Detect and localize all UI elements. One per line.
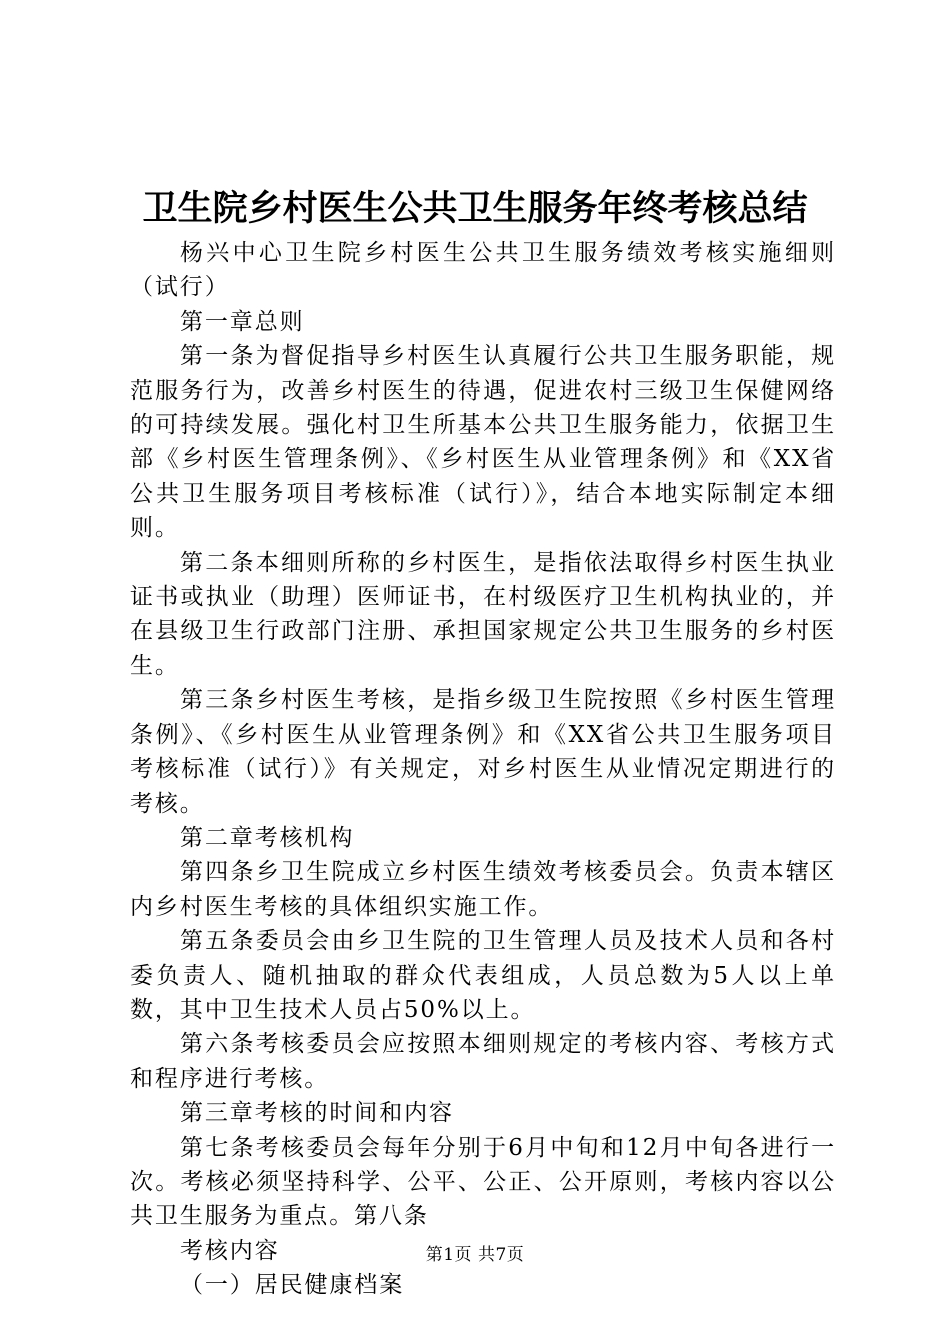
document-body xyxy=(130,236,836,1303)
paragraph-article-6: 第六条考核委员会应按照本细则规定的考核内容、考核方式和程序进行考核。 xyxy=(130,1031,836,1092)
paragraph-article-2: 第二条本细则所称的乡村医生，是指依法取得乡村医生执业证书或执业（助理）医师证书，在村级医疗卫生机构执业的，并在县级卫生行政部门注册、承担国家规定公共卫生服务的乡村医生。 xyxy=(130,549,836,679)
paragraph-article-7: 第七条考核委员会每年分别于6月中旬和12月中旬各进行一次。考核必须坚持科学、公平、公正、公开原则，考核内容以公共卫生服务为重点。第八条 xyxy=(130,1134,836,1230)
document-title: 卫生院乡村医生公共卫生服务年终考核总结 xyxy=(142,188,808,229)
paragraph-article-4: 第四条乡卫生院成立乡村医生绩效考核委员会。负责本辖区内乡村医生考核的具体组织实施工作。 xyxy=(130,859,836,920)
paragraph-chapter-3: 第三章考核的时间和内容 xyxy=(180,1100,454,1127)
paragraph-assessment-content: 考核内容 xyxy=(180,1237,280,1264)
paragraph-subtitle: 杨兴中心卫生院乡村医生公共卫生服务绩效考核实施细则（试行） xyxy=(130,240,836,301)
paragraph-article-3: 第三条乡村医生考核，是指乡级卫生院按照《乡村医生管理条例》、《乡村医生从业管理条例》和《XX省公共卫生服务项目考核标准（试行）》有关规定，对乡村医生从业情况定期进行的考核。 xyxy=(130,687,836,817)
paragraph-article-1: 第一条为督促指导乡村医生认真履行公共卫生服务职能，规范服务行为，改善乡村医生的待遇，促进农村三级卫生保健网络的可持续发展。强化村卫生所基本公共卫生服务能力，依据卫生部《乡村医生管理条例》、《乡村医生从业管理条例》和《XX省公共卫生服务项目考核标准（试行）》，结合本地实际制定本细则。 xyxy=(130,343,836,542)
page-footer: 第1页 共7页 xyxy=(425,1245,525,1265)
paragraph-section-1: （一）居民健康档案 xyxy=(180,1272,405,1299)
paragraph-article-5: 第五条委员会由乡卫生院的卫生管理人员及技术人员和各村委负责人、随机抽取的群众代表组成，人员总数为5人以上单数，其中卫生技术人员占50%以上。 xyxy=(130,928,836,1023)
paragraph-chapter-1: 第一章总则 xyxy=(180,308,305,335)
paragraph-chapter-2: 第二章考核机构 xyxy=(180,824,355,851)
